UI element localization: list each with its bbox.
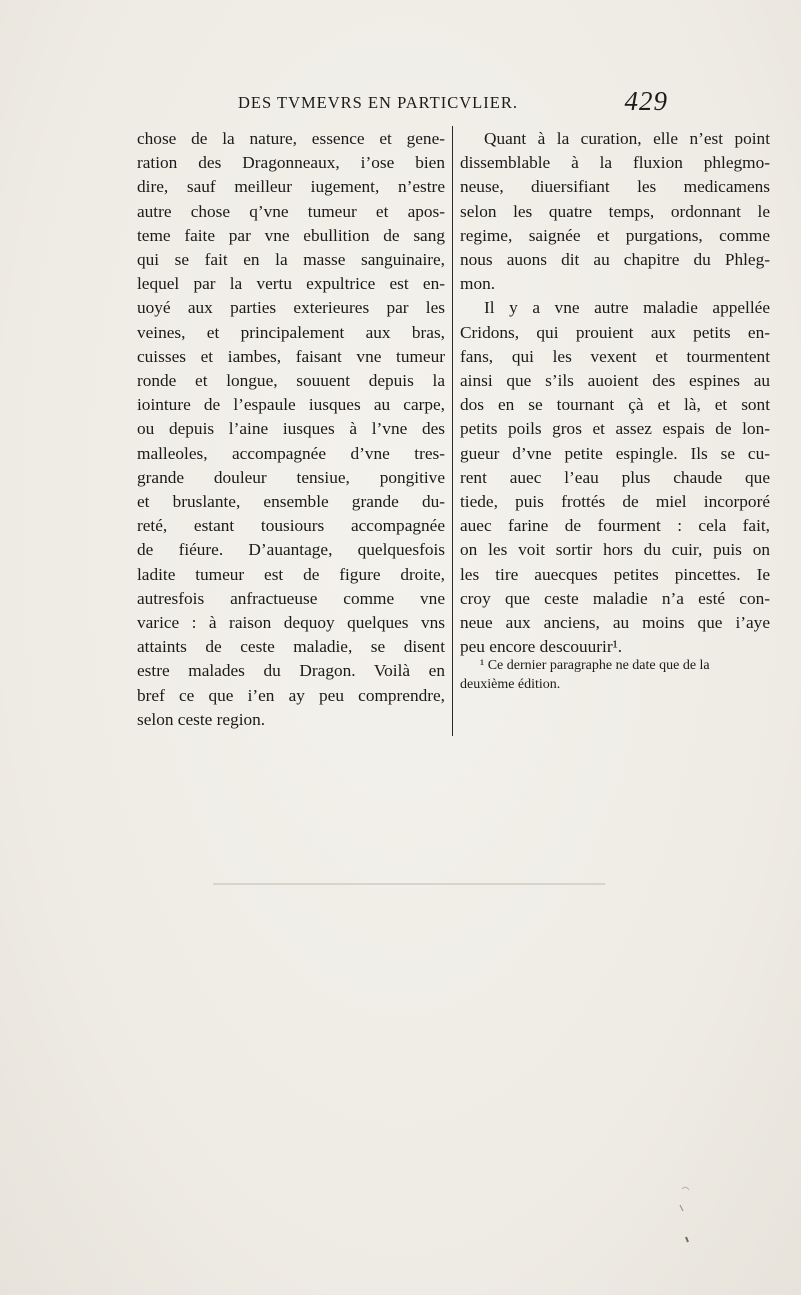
- col-left-line: ration des Dragonneaux, i’ose bien: [137, 153, 445, 173]
- col-left-line: autresfois anfractueuse comme vne: [137, 588, 445, 608]
- col-right-line: ainsi que s’ils auoient des espines au: [460, 371, 770, 391]
- left-column: [137, 127, 445, 732]
- col-right-line: peu encore descouurir¹.: [460, 637, 623, 657]
- col-left-line: grande douleur tensiue, pongitive: [137, 467, 445, 487]
- col-left-line: reté, estant tousiours accompagnée: [137, 516, 445, 536]
- col-right-line: dos en se tournant çà et là, et sont: [460, 395, 770, 415]
- col-right-line: nous auons dit au chapitre du Phleg-: [460, 250, 770, 270]
- col-right-line: gueur d’vne petite espingle. Ils se cu-: [460, 443, 770, 463]
- col-right-line: croy que ceste maladie n’a esté con-: [460, 588, 770, 608]
- col-left-line: iointure de l’espaule iusques au carpe,: [137, 395, 445, 415]
- col-left-line: estre malades du Dragon. Voilà en: [137, 661, 445, 681]
- paper-specks: [676, 1185, 696, 1245]
- col-left-line: malleoles, accompagnée d’vne tres-: [137, 443, 445, 463]
- col-left-line: de fiéure. D’auantage, quelquesfois: [137, 540, 445, 560]
- col-right-line: selon les quatre temps, ordonnant le: [460, 201, 770, 221]
- col-right-line: Il y a vne autre maladie appellée: [484, 298, 770, 318]
- col-right-line: Quant à la curation, elle n’est point: [484, 129, 770, 148]
- col-left-line: ou depuis l’aine iusques à l’vne des: [137, 419, 445, 439]
- running-head: [238, 86, 668, 126]
- col-right-line: regime, saignée et purgations, comme: [460, 225, 770, 245]
- col-left-line: bref ce que i’en ay peu comprendre,: [137, 685, 445, 705]
- col-left-line: chose de la nature, essence et gene-: [137, 129, 445, 148]
- col-right-line: tiede, puis frottés de miel incorporé: [460, 492, 770, 512]
- col-left-line: lequel par la vertu expultrice est en-: [137, 274, 445, 294]
- col-left-line: teme faite par vne ebullition de sang: [137, 225, 445, 245]
- column-rule: [452, 126, 453, 736]
- col-right-line: fans, qui les vexent et tourmentent: [460, 346, 770, 366]
- col-right-line: dissemblable à la fluxion phlegmo-: [460, 153, 770, 173]
- col-left-line: ladite tumeur est de figure droite,: [137, 564, 445, 584]
- col-right-line: mon.: [460, 274, 496, 294]
- col-left-line: cuisses et iambes, faisant vne tumeur: [137, 346, 445, 366]
- col-right-line: les tire auecques petites pincettes. Ie: [460, 564, 770, 584]
- page-fold-line: [213, 883, 605, 885]
- col-left-line: autre chose q’vne tumeur et apos-: [137, 201, 445, 221]
- footnote-line: deuxième édition.: [460, 677, 561, 692]
- right-column: [460, 127, 770, 659]
- col-right-line: neue aux anciens, au moins que i’aye: [460, 613, 770, 633]
- col-right-line: auec farine de fourment : cela fait,: [460, 516, 770, 536]
- col-left-line: ronde et longue, souuent depuis la: [137, 371, 445, 391]
- running-head-title: DES TVMEVRS EN PARTICVLIER.: [238, 93, 518, 112]
- footnote: [460, 656, 770, 694]
- col-right-line: on les voit sortir hors du cuir, puis on: [460, 540, 770, 560]
- col-right-line: Cridons, qui prouient aux petits en-: [460, 322, 770, 342]
- col-right-line: petits poils gros et assez espais de lon-: [460, 419, 770, 439]
- col-right-line: rent auec l’eau plus chaude que: [460, 467, 770, 487]
- col-left-line: attaints de ceste maladie, se disent: [137, 637, 445, 657]
- col-left-line: veines, et principalement aux bras,: [137, 322, 445, 342]
- col-left-line: varice : à raison dequoy quelques vns: [137, 613, 445, 633]
- col-left-line: selon ceste region.: [137, 709, 266, 729]
- page-number: 429: [624, 86, 668, 116]
- col-right-line: neuse, diuersifiant les medicamens: [460, 177, 770, 197]
- col-left-line: qui se fait en la masse sanguinaire,: [137, 250, 445, 270]
- footnote-line: ¹ Ce dernier paragraphe ne date que de la: [480, 658, 710, 673]
- col-left-line: dire, sauf meilleur iugement, n’estre: [137, 177, 445, 197]
- col-left-line: et bruslante, ensemble grande du-: [137, 492, 445, 512]
- col-left-line: uoyé aux parties exterieures par les: [137, 298, 445, 318]
